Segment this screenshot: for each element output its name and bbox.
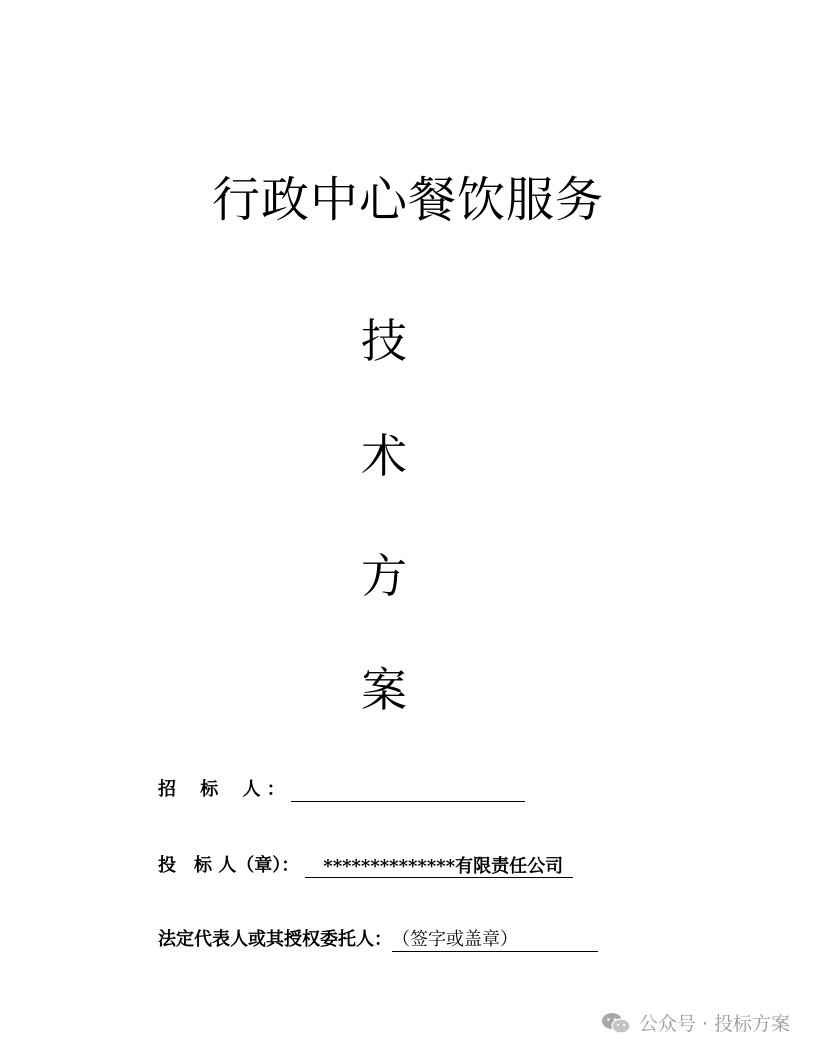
watermark-text: 公众号 · 投标方案 xyxy=(638,1013,790,1035)
watermark xyxy=(601,1009,790,1036)
bidder-label: 投 标 人（章）： xyxy=(158,855,300,876)
vertical-title-char-3: 方 xyxy=(361,549,407,603)
tenderer-field xyxy=(158,778,525,802)
tenderer-value-line xyxy=(291,779,525,802)
wechat-icon xyxy=(601,1011,631,1035)
representative-label: 法定代表人或其授权委托人： xyxy=(158,929,392,950)
bidder-value: **************有限责任公司 xyxy=(305,856,573,878)
document-title: 行政中心餐饮服务 xyxy=(211,172,604,228)
representative-value: （签字或盖章） xyxy=(392,929,598,952)
vertical-title-char-4: 案 xyxy=(361,663,407,717)
vertical-title-char-2: 术 xyxy=(361,429,407,483)
bidder-field xyxy=(158,854,573,878)
tenderer-label: 招 标 人 ： xyxy=(158,779,285,800)
representative-field xyxy=(158,928,598,952)
vertical-title-char-1: 技 xyxy=(361,314,407,368)
